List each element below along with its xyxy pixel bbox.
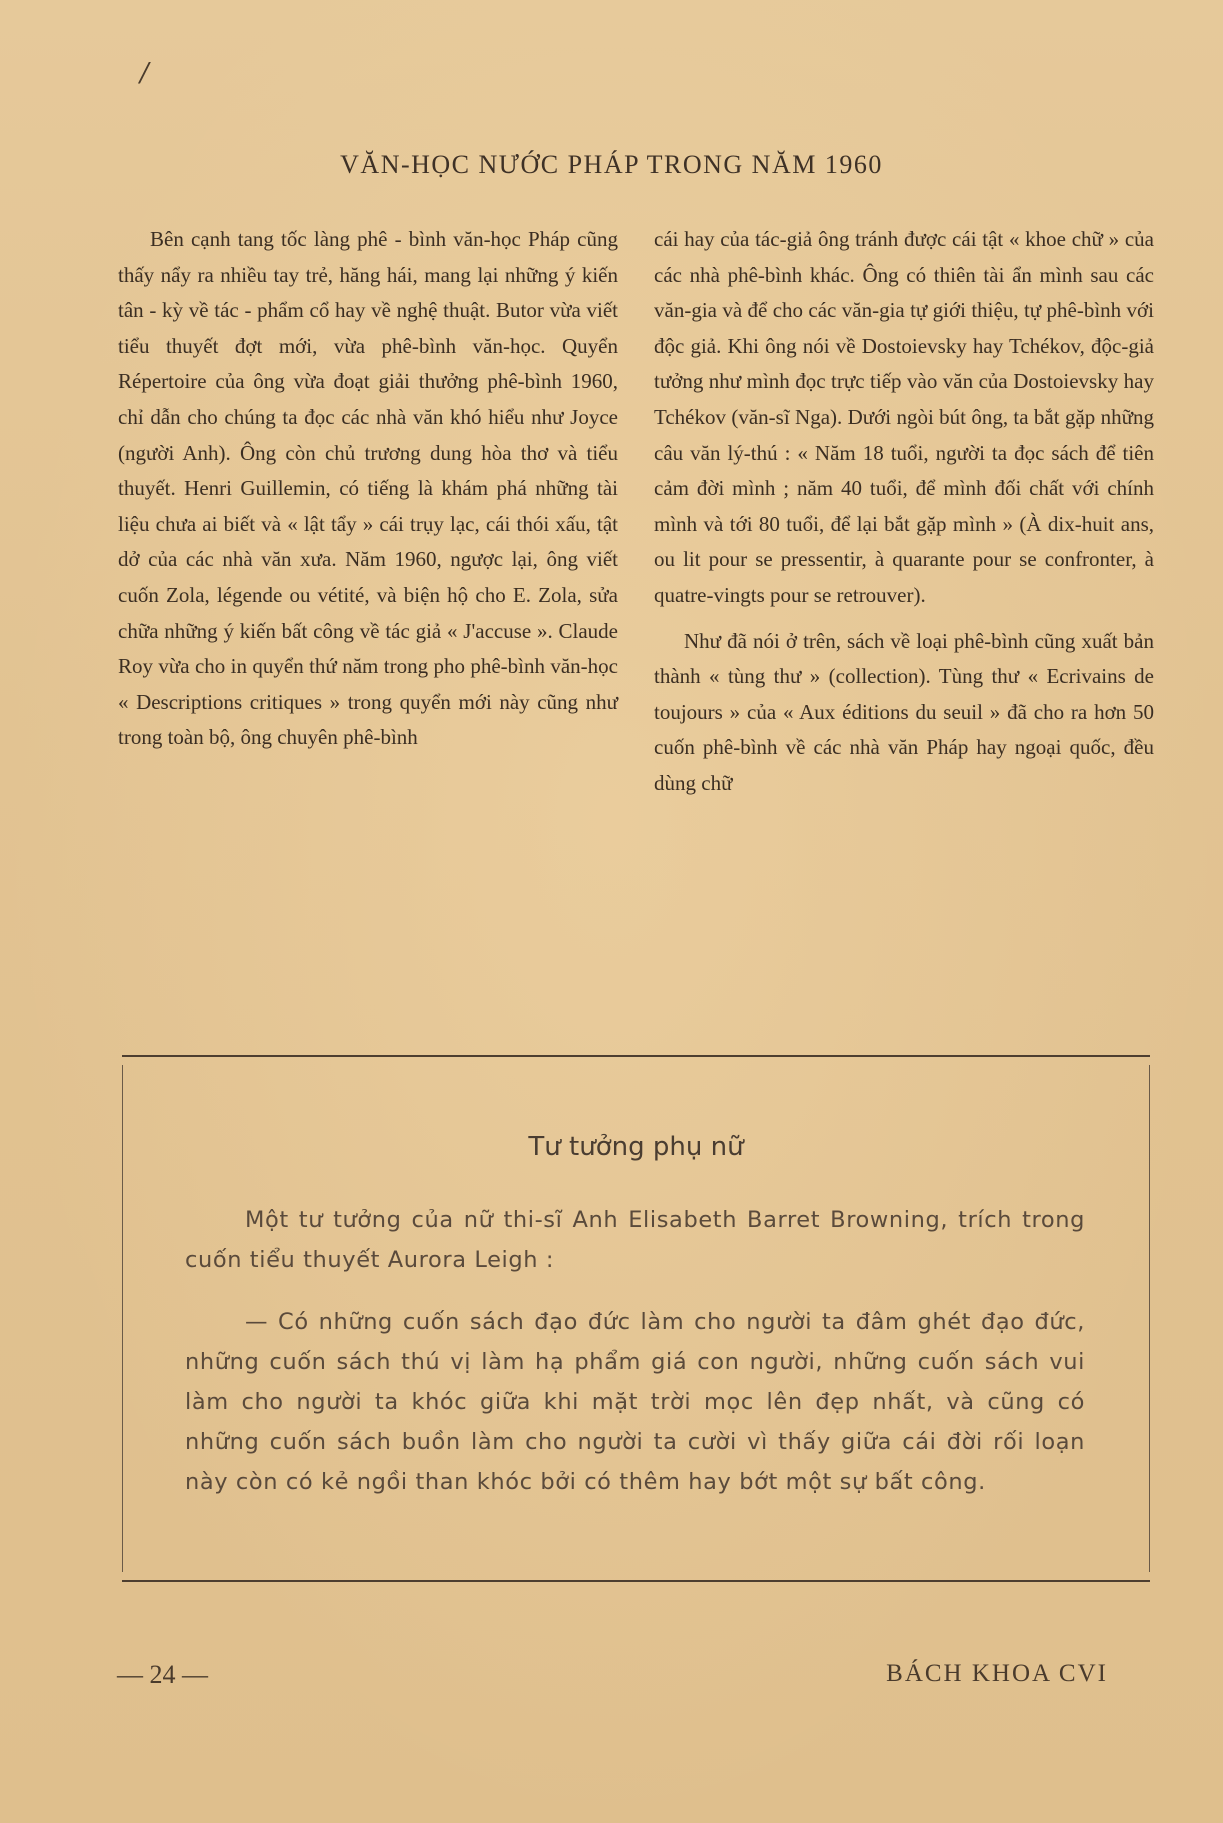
box-intro [185, 1200, 1085, 1280]
box-quote [185, 1302, 1085, 1502]
body-paragraph: Bên cạnh tang tốc làng phê - bình văn-học Pháp cũng thấy nẩy ra nhiều tay trẻ, hăng hái, mang lại những ý kiến tân - kỳ về tác - phẩm cổ hay về nghệ thuật. Butor vừa viết tiểu thuyết đợt mới, vừa phê-bình văn-học. Quyển Répertoire của ông vừa đoạt giải thưởng phê-bình 1960, chỉ dẫn cho chúng ta đọc các nhà văn khó hiểu như Joyce (người Anh). Ông còn chủ trương dung hòa thơ và tiểu thuyết. Henri Guillemin, có tiếng là khám phá những tài liệu chưa ai biết và « lật tẩy » cái trụy lạc, cái thói xấu, tật dở của các nhà văn xưa. Năm 1960, ngược lại, ông viết cuốn Zola, légende ou vétité, và biện hộ cho E. Zola, sửa chữa những ý kiến bất công về tác giả « J'accuse ». Claude Roy vừa cho in quyển thứ năm trong pho phê-bình văn-học « Descriptions critiques » trong quyển mới này cũng như trong toàn bộ, ông chuyên phê-bình [118, 227, 618, 750]
running-title: VĂN-HỌC NƯỚC PHÁP TRONG NĂM 1960 [340, 150, 883, 179]
body-paragraph: Như đã nói ở trên, sách về loại phê-bình cũng xuất bản thành « tùng thư » (collection). Tùng thư « Ecrivains de toujours » của « Aux éditions du seuil » đã cho ra hơn 50 cuốn phê-bình về các nhà văn Pháp hay ngoại quốc, đều dùng chữ [654, 628, 1154, 795]
left-column [118, 222, 618, 756]
body-paragraph: cái hay của tác-giả ông tránh được cái tật « khoe chữ » của các nhà phê-bình khác. Ông có thiên tài ẩn mình sau các văn-gia và để cho các văn-gia tự giới thiệu, tự phê-bình với độc giả. Khi ông nói về Dostoievsky hay Tchékov, độc-giả tưởng như mình đọc trực tiếp vào văn của Dostoievsky hay Tchékov (văn-sĩ Nga). Dưới ngòi bút ông, ta bắt gặp những câu văn lý-thú : « Năm 18 tuổi, người ta đọc sách để tiên cảm đời mình ; năm 40 tuổi, để mình đối chất với chính mình và tới 80 tuổi, để lại bắt gặp mình » (À dix-huit ans, ou lit pour se pressentir, à quarante pour se confronter, à quatre-vingts pour se retrouver). [654, 227, 1154, 607]
right-column [654, 222, 1154, 802]
page-number: — 24 — [117, 1660, 208, 1689]
box-quote-text: — Có những cuốn sách đạo đức làm cho người ta đâm ghét đạo đức, những cuốn sách thú vị làm hạ phẩm giá con người, những cuốn sách vui làm cho người ta khóc giữa khi mặt trời mọc lên đẹp nhất, và cũng có những cuốn sách buồn làm cho người ta cười vì thấy giữa cái đời rối loạn này còn có kẻ ngồi than khóc bởi có thêm hay bớt một sự bất công. [185, 1309, 1085, 1495]
box-title: Tư tưởng phụ nữ [528, 1132, 744, 1162]
boxed-insert [122, 1055, 1150, 1582]
publication-name: BÁCH KHOA CVI [886, 1660, 1108, 1687]
box-intro-text: Một tư tưởng của nữ thi-sĩ Anh Elisabeth Barret Browning, trích trong cuốn tiểu thuyết Aurora Leigh : [185, 1207, 1085, 1273]
margin-mark: / [140, 58, 149, 88]
